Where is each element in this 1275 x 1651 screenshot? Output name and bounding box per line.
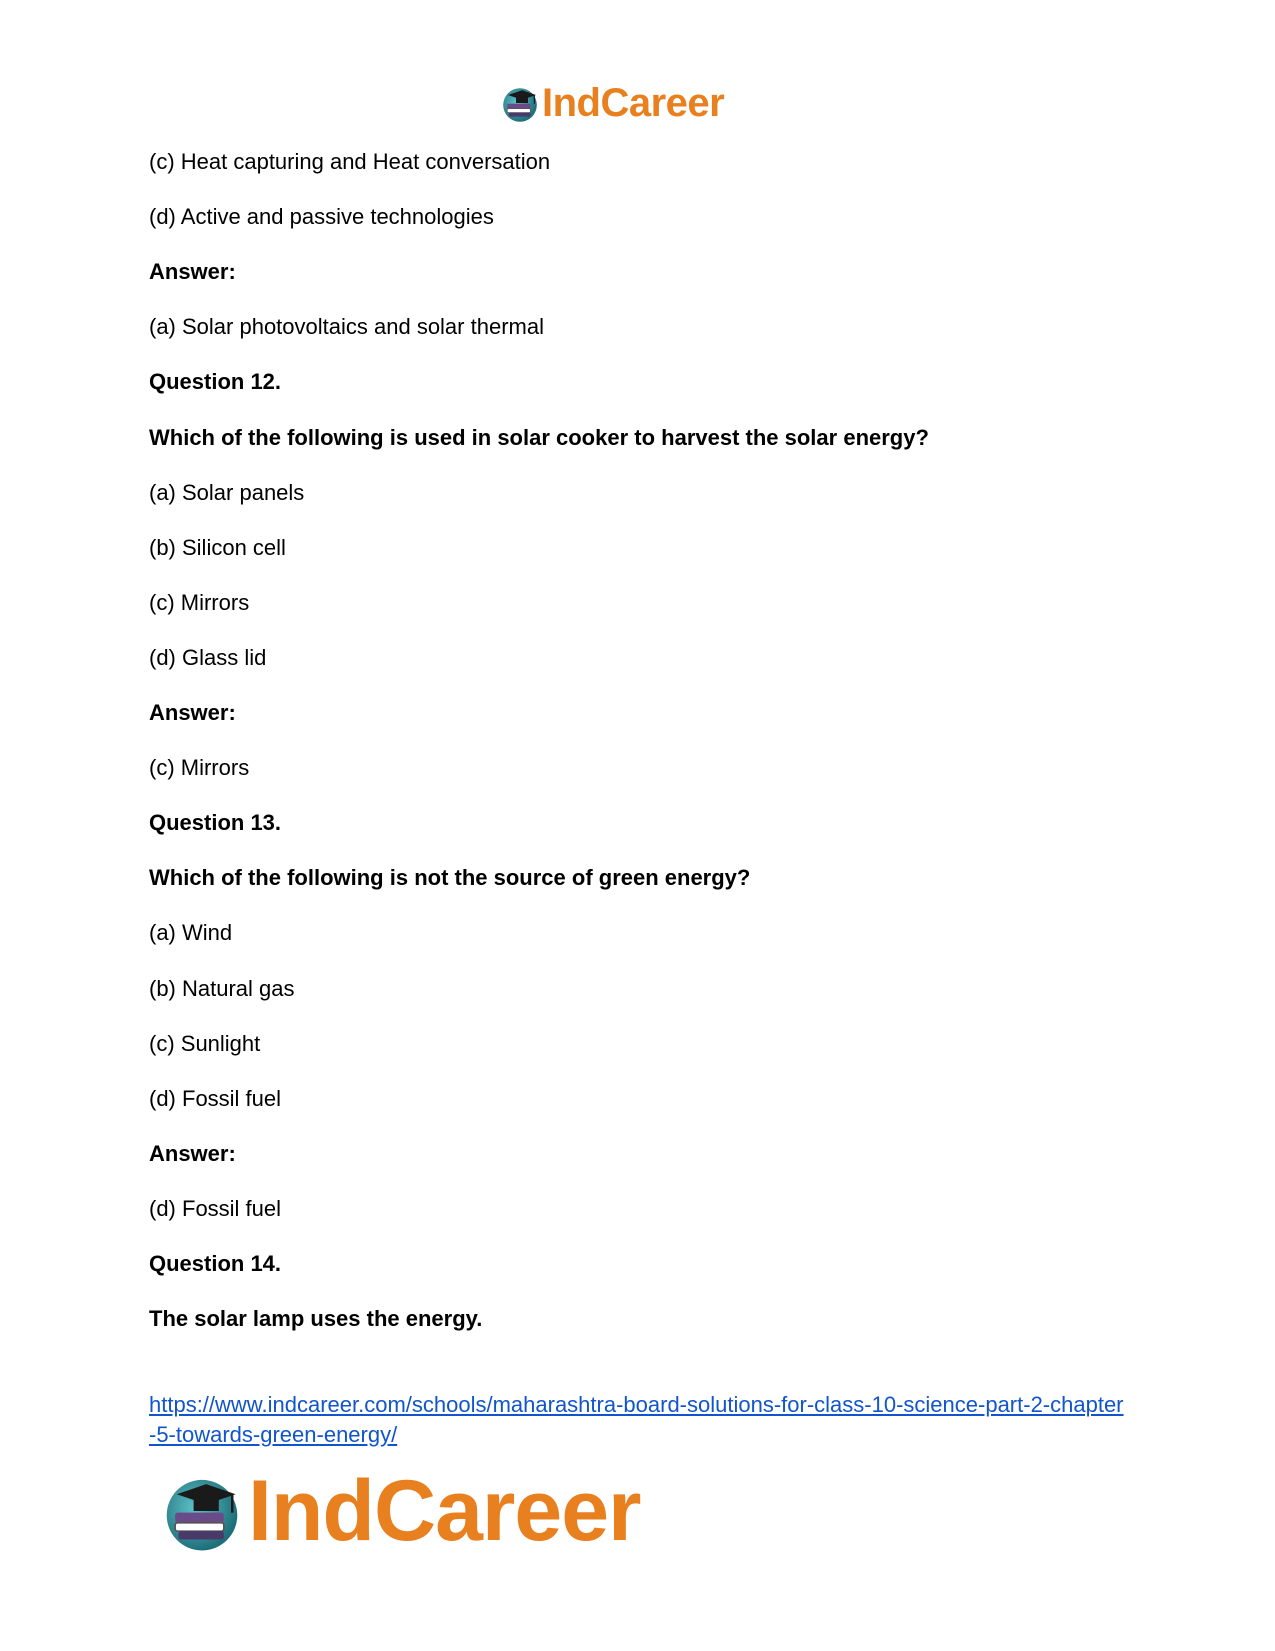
text-line: (a) Solar panels [149,480,305,505]
heading-line: Which of the following is not the source of green energy? [149,865,751,890]
graduation-cap-book-globe-icon [500,83,540,123]
source-url-link[interactable]: https://www.indcareer.com/schools/maharashtra-board-solutions-for-class-10-science-part-2-chapter-5-towards-green-energy/ [149,1392,1124,1447]
text-line: (d) Fossil fuel [149,1086,282,1111]
text-line: (d) Glass lid [149,645,267,670]
heading-line: Answer: [149,700,236,725]
text-line: (d) Fossil fuel [149,1196,282,1221]
heading-line: Answer: [149,259,236,284]
text-line: (c) Mirrors [149,590,250,615]
text-line: (b) Natural gas [149,976,295,1001]
graduation-cap-book-globe-icon [160,1469,244,1553]
text-line: (d) Active and passive technologies [149,204,494,229]
text-line: (c) Mirrors [149,755,250,780]
text-line: (c) Heat capturing and Heat conversation [149,149,551,174]
text-line: (c) Sunlight [149,1031,261,1056]
heading-line: Question 13. [149,810,282,835]
header-logo [500,80,724,126]
heading-line: The solar lamp uses the energy. [149,1306,483,1331]
heading-line: Question 14. [149,1251,282,1276]
text-line: (a) Solar photovoltaics and solar thermal [149,314,544,339]
footer-logo [160,1462,641,1559]
heading-line: Answer: [149,1141,236,1166]
heading-line: Which of the following is used in solar cooker to harvest the solar energy? [149,425,929,450]
text-line: (a) Wind [149,920,233,945]
header-logo-text: IndCareer [542,80,725,125]
heading-line: Question 12. [149,369,282,394]
text-line: (b) Silicon cell [149,535,286,560]
footer-logo-text: IndCareer [248,1462,641,1559]
